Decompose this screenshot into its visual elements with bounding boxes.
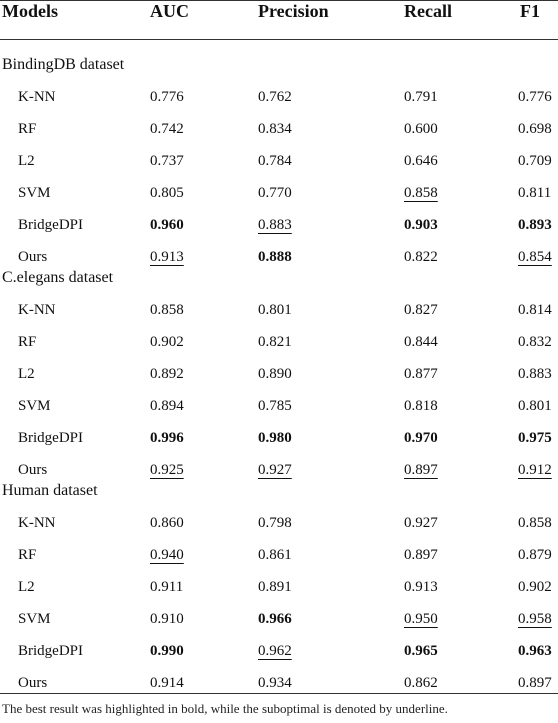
table-bottom-rule (0, 693, 558, 694)
table-row (0, 183, 558, 207)
table-row (0, 396, 558, 420)
precision-value: 0.888 (258, 249, 292, 265)
model-name: SVM (18, 185, 51, 201)
header-auc: AUC (150, 1, 189, 21)
recall-value: 0.927 (404, 515, 438, 531)
auc-value: 0.892 (150, 366, 184, 382)
table-row (0, 300, 558, 324)
model-name: L2 (18, 579, 35, 595)
model-name: L2 (18, 366, 35, 382)
f1-value: 0.698 (518, 121, 552, 137)
auc-value: 0.960 (150, 217, 184, 233)
auc-value: 0.894 (150, 398, 184, 414)
auc-value: 0.914 (150, 675, 184, 691)
auc-value: 0.940 (150, 547, 184, 563)
table-row (0, 151, 558, 175)
f1-value: 0.879 (518, 547, 552, 563)
recall-value: 0.858 (404, 185, 438, 201)
recall-value: 0.970 (404, 430, 438, 446)
recall-value: 0.600 (404, 121, 438, 137)
table-header-row (0, 0, 558, 36)
precision-value: 0.861 (258, 547, 292, 563)
table-header-rule (0, 39, 558, 40)
precision-value: 0.980 (258, 430, 292, 446)
precision-value: 0.798 (258, 515, 292, 531)
auc-value: 0.805 (150, 185, 184, 201)
recall-value: 0.844 (404, 334, 438, 350)
f1-value: 0.893 (518, 217, 552, 233)
f1-value: 0.883 (518, 366, 552, 382)
auc-value: 0.860 (150, 515, 184, 531)
auc-value: 0.990 (150, 643, 184, 659)
auc-value: 0.996 (150, 430, 184, 446)
model-name: K-NN (18, 515, 56, 531)
f1-value: 0.854 (518, 249, 552, 265)
auc-value: 0.776 (150, 89, 184, 105)
auc-value: 0.925 (150, 462, 184, 478)
f1-value: 0.912 (518, 462, 552, 478)
table-row (0, 609, 558, 633)
auc-value: 0.742 (150, 121, 184, 137)
table-row (0, 364, 558, 388)
auc-value: 0.910 (150, 611, 184, 627)
model-name: RF (18, 121, 37, 137)
table-row (0, 577, 558, 601)
recall-value: 0.903 (404, 217, 438, 233)
recall-value: 0.897 (404, 462, 438, 478)
recall-value: 0.877 (404, 366, 438, 382)
precision-value: 0.934 (258, 675, 292, 691)
section-label-human: Human dataset (2, 482, 98, 499)
f1-value: 0.811 (518, 185, 552, 201)
model-name: RF (18, 334, 37, 350)
precision-value: 0.966 (258, 611, 292, 627)
precision-value: 0.890 (258, 366, 292, 382)
precision-value: 0.821 (258, 334, 292, 350)
recall-value: 0.827 (404, 302, 438, 318)
header-f1: F1 (520, 1, 540, 21)
model-name: BridgeDPI (18, 217, 83, 233)
precision-value: 0.962 (258, 643, 292, 659)
table-row (0, 545, 558, 569)
table-row (0, 215, 558, 239)
f1-value: 0.958 (518, 611, 552, 627)
f1-value: 0.858 (518, 515, 552, 531)
f1-value: 0.975 (518, 430, 552, 446)
recall-value: 0.897 (404, 547, 438, 563)
precision-value: 0.784 (258, 153, 292, 169)
table-row (0, 87, 558, 111)
f1-value: 0.897 (518, 675, 552, 691)
model-name: K-NN (18, 89, 56, 105)
section-label-celegans: C.elegans dataset (2, 269, 114, 286)
model-name: BridgeDPI (18, 643, 83, 659)
section-label-bindingdb: BindingDB dataset (2, 56, 125, 73)
model-name: K-NN (18, 302, 56, 318)
model-name: SVM (18, 398, 51, 414)
table-row (0, 513, 558, 537)
recall-value: 0.818 (404, 398, 438, 414)
f1-value: 0.814 (518, 302, 552, 318)
auc-value: 0.737 (150, 153, 184, 169)
recall-value: 0.965 (404, 643, 438, 659)
model-name: L2 (18, 153, 35, 169)
f1-value: 0.801 (518, 398, 552, 414)
recall-value: 0.862 (404, 675, 438, 691)
recall-value: 0.646 (404, 153, 438, 169)
model-name: RF (18, 547, 37, 563)
auc-value: 0.858 (150, 302, 184, 318)
precision-value: 0.834 (258, 121, 292, 137)
model-name: SVM (18, 611, 51, 627)
f1-value: 0.832 (518, 334, 552, 350)
model-name: Ours (18, 462, 48, 478)
precision-value: 0.883 (258, 217, 292, 233)
precision-value: 0.891 (258, 579, 292, 595)
table-row (0, 119, 558, 143)
auc-value: 0.913 (150, 249, 184, 265)
precision-value: 0.762 (258, 89, 292, 105)
table-footnote: The best result was highlighted in bold, while the suboptimal is denoted by underline. (2, 701, 448, 716)
recall-value: 0.913 (404, 579, 438, 595)
f1-value: 0.902 (518, 579, 552, 595)
precision-value: 0.801 (258, 302, 292, 318)
header-precision: Precision (258, 1, 329, 21)
f1-value: 0.709 (518, 153, 552, 169)
table-row (0, 428, 558, 452)
recall-value: 0.791 (404, 89, 438, 105)
table-row (0, 332, 558, 356)
f1-value: 0.776 (518, 89, 552, 105)
precision-value: 0.785 (258, 398, 292, 414)
model-name: Ours (18, 675, 48, 691)
table-row (0, 641, 558, 665)
recall-value: 0.822 (404, 249, 438, 265)
header-models: Models (2, 1, 58, 21)
model-name: BridgeDPI (18, 430, 83, 446)
auc-value: 0.911 (150, 579, 184, 595)
precision-value: 0.927 (258, 462, 292, 478)
f1-value: 0.963 (518, 643, 552, 659)
auc-value: 0.902 (150, 334, 184, 350)
header-recall: Recall (404, 1, 452, 21)
recall-value: 0.950 (404, 611, 438, 627)
model-name: Ours (18, 249, 48, 265)
precision-value: 0.770 (258, 185, 292, 201)
